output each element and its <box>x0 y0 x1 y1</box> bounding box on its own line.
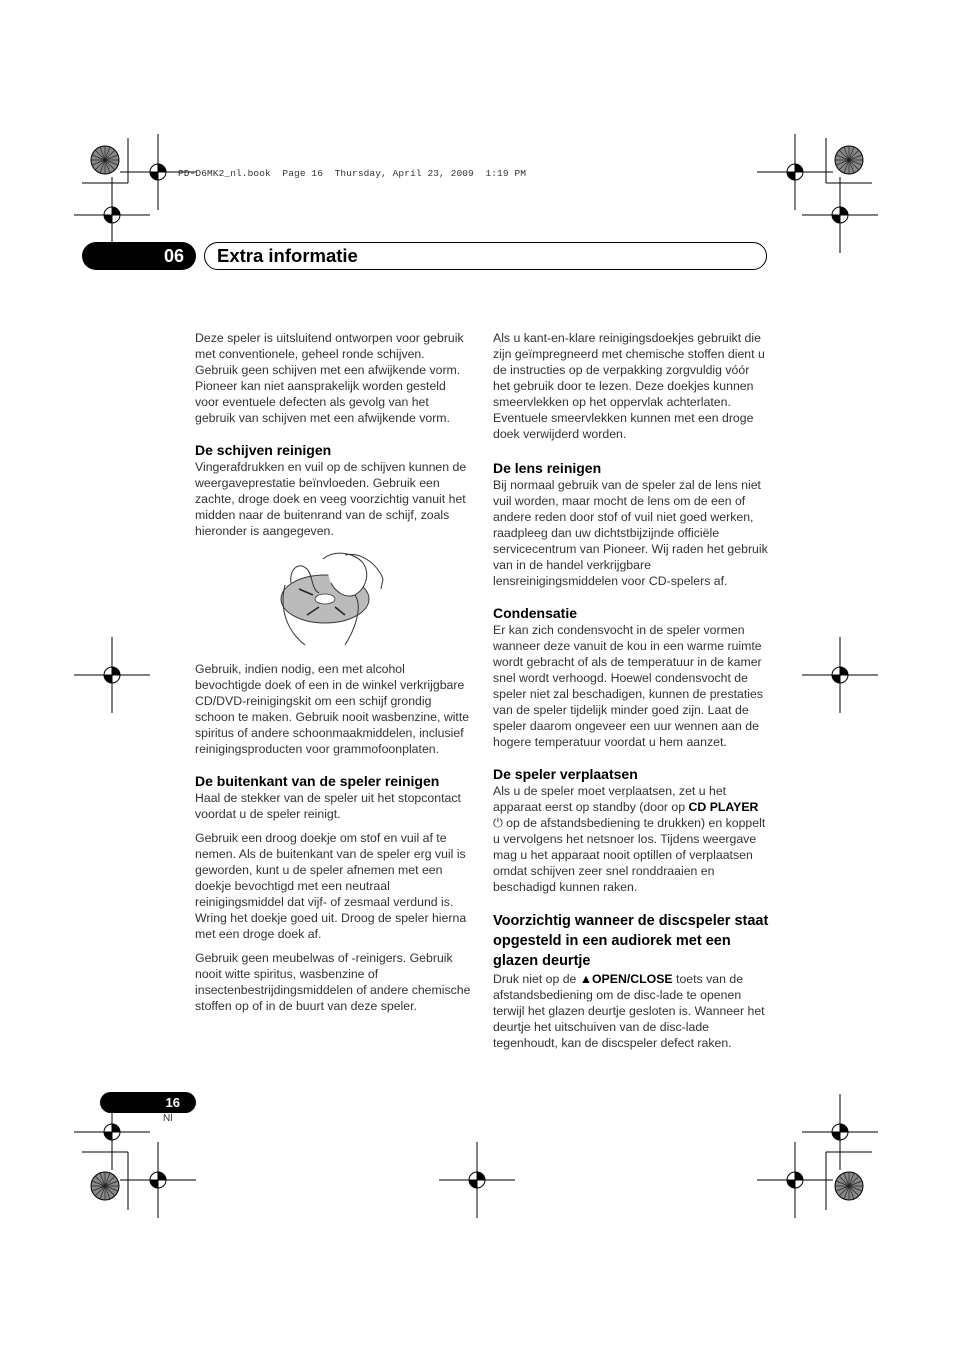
heading-condensation: Condensatie <box>493 605 578 621</box>
cd-player-key-label: CD PLAYER <box>688 800 759 814</box>
moving-paragraph: Als u de speler moet verplaatsen, zet u het apparaat eerst op standby (door op CD PLAYER ⏻ op de afstandsbediening te drukken) en koppelt u vervolgens het netsnoer los. Tijdens weergave mag u het apparaat nooit optillen of verplaatsen omdat schijven zeer snel ronddraaien en beschadigd kunnen raken. <box>493 784 766 894</box>
condensation-paragraph: Er kan zich condensvocht in de speler vormen wanneer deze vanuit de kou in een warme ruimte wordt gebracht of als de temperatuur in de kamer snel wordt verhoogd. Hoewel condensvocht de speler niet zal beschadigen, kunnen de prestaties van de speler tijdelijk minder goed zijn. Laat de speler daarom ongeveer een uur wennen aan de hogere temperatuur voordat u hem aanzet. <box>493 623 764 749</box>
right-column <box>493 330 769 1059</box>
left-column <box>195 330 471 1022</box>
heading-clean-outside: De buitenkant van de speler reinigen <box>195 773 440 789</box>
outside-paragraph-3: Gebruik geen meubelwas of -reinigers. Gebruik nooit witte spiritus, wasbenzine of insectenbestrijdingsmiddelen of andere chemische stoffen op of in de buurt van deze speler. <box>195 951 471 1013</box>
outside-paragraph-2: Gebruik een droog doekje om stof en vuil af te nemen. Als de buitenkant van de speler erg vuil is geworden, kunt u de speler afnemen met een doekje bevochtigd met een neutraal reinigingsmiddel dat vijf- of zesmaal verdund is. Wring het doekje goed uit. Droog de speler hierna met een droge doek af. <box>195 831 467 941</box>
page-number: 16 <box>100 1092 196 1113</box>
clean-discs-paragraph: Vingerafdrukken en vuil op de schijven kunnen de weergaveprestatie beïnvloeden. Gebruik een zachte, droge doek en veeg voorzichtig vanuit het midden naar de buitenrand van de schijf, zoals hieronder is aangegeven. <box>195 460 467 538</box>
glass-door-paragraph: Druk niet op de ▲OPEN/CLOSE toets van de afstandsbediening om de disc-lade te openen terwijl het glazen deurtje gesloten is. Wanneer het deurtje het uitschuiven van de disc-lade tegenhoudt, kan de discspeler defect raken. <box>493 972 765 1050</box>
heading-moving-player: De speler verplaatsen <box>493 766 638 782</box>
outside-paragraph-1: Haal de stekker van de speler uit het stopcontact voordat u de speler reinigt. <box>195 791 461 821</box>
intro-paragraph: Deze speler is uitsluitend ontworpen voor gebruik met conventionele, geheel ronde schijven. Gebruik geen schijven met een afwijkende vorm. Pioneer kan niet aansprakelijk worden gesteld voor eventuele defecten als gevolg van het gebruik van schijven met een afwijkende vorm. <box>195 331 464 425</box>
chapter-title: Extra informatie <box>217 245 358 266</box>
heading-clean-lens: De lens reinigen <box>493 460 602 476</box>
lens-paragraph: Bij normaal gebruik van de speler zal de lens niet vuil worden, maar mocht de lens om de een of andere reden door stof of vuil niet goed werken, raadpleeg dan uw dichtstbijzijnde officiële servicecentrum van Pioneer. Wij raden het gebruik van in de handel verkrijgbare lensreinigingsmiddelen voor CD-spelers af. <box>493 478 768 588</box>
book-info-line: PD-D6MK2_nl.book Page 16 Thursday, April 23, 2009 1:19 PM <box>178 168 527 179</box>
page-language: Nl <box>163 1113 173 1124</box>
standby-icon: ⏻ <box>493 816 503 830</box>
cloths-paragraph: Als u kant-en-klare reinigingsdoekjes gebruikt die zijn geïmpregneerd met chemische stoffen dient u de instructies op de verpakking zorgvuldig vóór het gebruik door te lezen. Deze doekjes kunnen smeervlekken op het oppervlak achterlaten. Eventuele smeervlekken kunnen met een droge doek verwijderd worden. <box>493 331 765 441</box>
heading-clean-discs: De schijven reinigen <box>195 442 332 458</box>
alcohol-paragraph: Gebruik, indien nodig, een met alcohol bevochtigde doek of een in de winkel verkrijgbare CD/DVD-reinigingskit om een schijf grondig schoon te maken. Gebruik nooit wasbenzine, witte spiritus of andere schoonmaakmiddelen, inclusief reinigingsproducten voor grammofoonplaten. <box>195 662 470 756</box>
chapter-number: 06 <box>82 242 196 270</box>
disc-cleaning-illustration <box>195 549 471 649</box>
open-close-key-label: ▲OPEN/CLOSE <box>579 972 673 986</box>
heading-glass-door: Voorzichtig wanneer de discspeler staat opgesteld in een audiorek met een glazen deurtje <box>493 913 769 969</box>
